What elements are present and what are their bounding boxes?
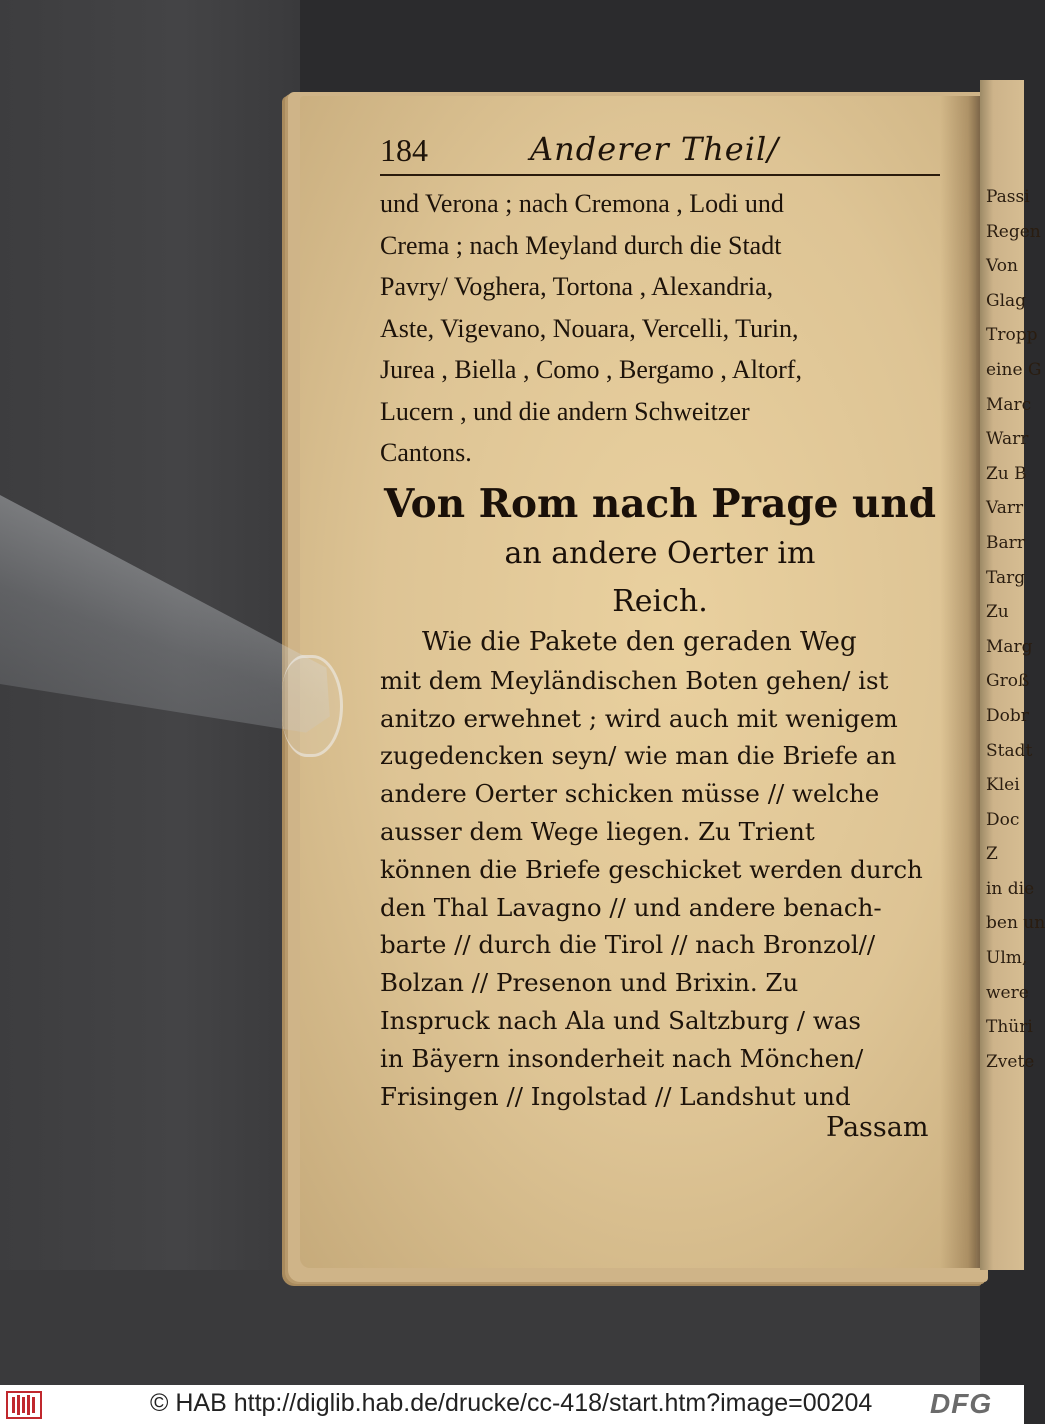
- text-line: Cantons.: [380, 438, 472, 467]
- text-line: können die Briefe geschicket werden durch: [380, 854, 923, 884]
- text-line: Wie die Pakete den geraden Weg: [422, 627, 857, 657]
- facing-page-text: [986, 180, 1045, 1079]
- running-head: Anderer Theil/: [530, 130, 779, 168]
- facing-line: Zvete: [986, 1051, 1035, 1072]
- text-line: zugedencken seyn/ wie man die Briefe an: [380, 741, 897, 771]
- facing-line: Marg: [986, 636, 1033, 657]
- text-line: Pavry/ Voghera, Tortona , Alexandria,: [380, 272, 774, 301]
- text-line: barte // durch die Tirol // nach Bronzol//: [380, 930, 876, 960]
- facing-line: Marc: [986, 394, 1032, 415]
- facing-line: eine G: [986, 359, 1042, 380]
- book-support-lower: [0, 1270, 980, 1385]
- viewer-footer: [0, 1385, 1024, 1424]
- heading-line-2: an andere Oerter im: [504, 536, 816, 571]
- facing-line: Warr: [986, 429, 1029, 450]
- text-line: Aste, Vigevano, Nouara, Vercelli, Turin,: [380, 313, 799, 343]
- text-line: Frisingen // Ingolstad // Landshut und: [380, 1081, 851, 1111]
- text-line: anitzo erwehnet ; wird auch mit wenigem: [380, 703, 898, 733]
- facing-line: Zu B: [986, 463, 1027, 484]
- place-list: [380, 183, 940, 474]
- text-line: Lucern , und die andern Schweitzer: [380, 396, 750, 426]
- catchword: Passam: [826, 1112, 929, 1143]
- page-gutter-shadow: [940, 96, 980, 1268]
- facing-line: Dobr: [986, 705, 1029, 726]
- facing-line: Stadt: [986, 740, 1033, 761]
- facing-line: Klei: [986, 775, 1020, 796]
- hab-logo-icon[interactable]: [6, 1391, 42, 1419]
- facing-line: Von: [986, 256, 1018, 277]
- page-number: 184: [380, 132, 428, 168]
- text-line: in Bäyern insonderheit nach Mönchen/: [380, 1043, 864, 1073]
- facing-line: Doc: [986, 809, 1020, 830]
- text-line: Inspruck nach Ala und Saltzburg / was: [380, 1005, 862, 1035]
- facing-line: Z: [986, 844, 998, 865]
- text-line: Crema ; nach Meyland durch die Stadt: [380, 230, 782, 260]
- facing-line: Targ: [986, 567, 1026, 588]
- page-header: [380, 128, 940, 176]
- facing-line: were: [986, 982, 1029, 1003]
- facing-line: Groß: [986, 671, 1030, 692]
- paragraph: [380, 624, 942, 1115]
- facing-line: ben un: [986, 913, 1045, 934]
- text-line: Jurea , Biella , Como , Bergamo , Altorf,: [380, 355, 802, 384]
- text-line: andere Oerter schicken müsse // welche: [380, 779, 880, 809]
- facing-line: Tropp: [986, 325, 1038, 346]
- facing-line: Varr: [986, 498, 1024, 519]
- facing-line: Passi: [986, 187, 1030, 207]
- text-line: und Verona ; nach Cremona , Lodi und: [380, 189, 784, 218]
- facing-line: Regen: [986, 221, 1041, 242]
- facing-line: Thüri: [986, 1017, 1033, 1038]
- facing-line: Barr: [986, 532, 1025, 553]
- facing-line: in die: [986, 878, 1035, 899]
- copyright-link[interactable]: © HAB http://diglib.hab.de/drucke/cc-418/start.htm?image=00204: [150, 1389, 873, 1417]
- facing-line: Ulm,: [986, 948, 1028, 969]
- dfg-logo[interactable]: DFG: [930, 1388, 993, 1419]
- text-line: Bolzan // Presenon und Brixin. Zu: [380, 968, 799, 998]
- heading-line-1: Von Rom nach Prage und: [384, 481, 936, 527]
- glass-page-weight-tip: [282, 655, 343, 757]
- heading-line-3: Reich.: [612, 584, 708, 619]
- section-heading: [380, 478, 940, 626]
- text-line: mit dem Meyländischen Boten gehen/ ist: [380, 665, 889, 695]
- facing-line: Glag: [986, 290, 1027, 311]
- facing-line: Zu: [986, 602, 1009, 623]
- text-line: ausser dem Wege liegen. Zu Trient: [380, 816, 815, 846]
- text-line: den Thal Lavagno // und andere benach-: [380, 892, 882, 922]
